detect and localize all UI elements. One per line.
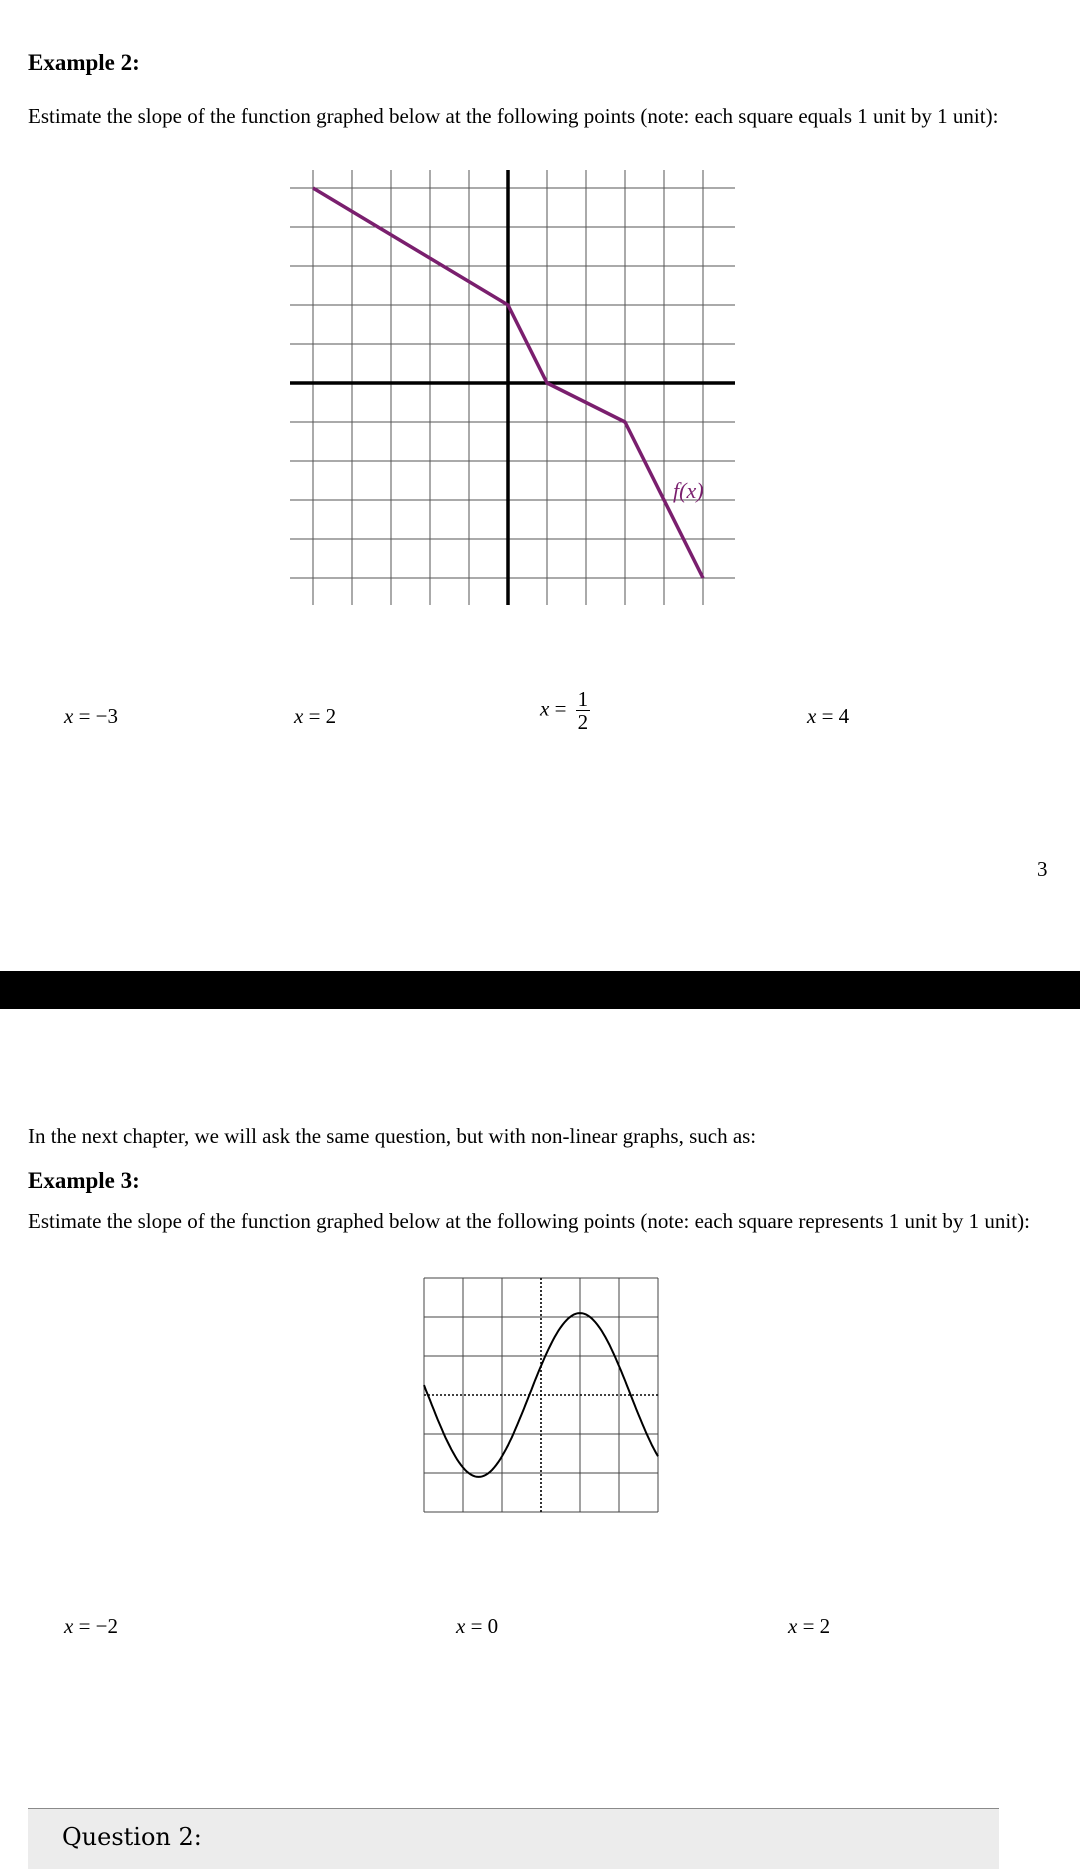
example2-heading: Example 2:	[28, 50, 140, 75]
page-number: 3	[1037, 857, 1048, 881]
example3-axes	[424, 1278, 658, 1512]
question-label: Question 2:	[62, 1823, 202, 1851]
example3-graph	[420, 1270, 660, 1515]
example3-intro: In the next chapter, we will ask the same question, but with non-linear graphs, such as:	[28, 1124, 757, 1148]
example2-prompt: Estimate the slope of the function graphed below at the following points (note: each square equals 1 unit by 1 unit):	[28, 104, 999, 128]
fraction-one-half: $\frac{1}{2}$	[577, 687, 589, 734]
example2-graph	[280, 165, 740, 610]
question-box	[28, 1808, 999, 1869]
example3-point-2: x = 0	[456, 1614, 499, 1638]
example2-axes	[290, 170, 735, 605]
example3-point-3: x = 2	[788, 1614, 831, 1638]
example3-heading: Example 3:	[28, 1168, 140, 1193]
example2-point-2: x = 2	[294, 704, 337, 728]
example2-grid	[290, 170, 735, 605]
example2-point-4: x = 4	[807, 704, 850, 728]
page-divider	[0, 971, 1080, 1009]
example2-function-label: f(x)	[673, 478, 704, 503]
example3-prompt: Estimate the slope of the function graphed below at the following points (note: each square represents 1 unit by 1 unit):	[28, 1209, 1030, 1233]
example3-point-1: x = −2	[64, 1614, 119, 1638]
example2-point-1: x = −3	[64, 704, 119, 728]
example2-point-3: x = $\frac{1}{2}$	[540, 687, 589, 734]
